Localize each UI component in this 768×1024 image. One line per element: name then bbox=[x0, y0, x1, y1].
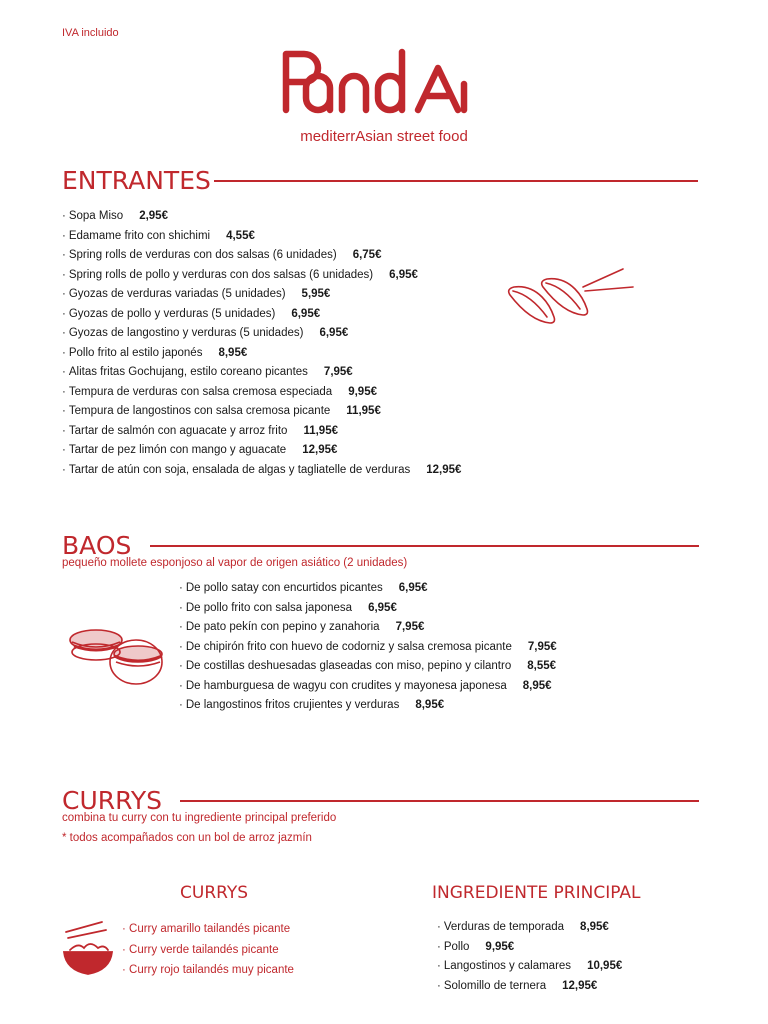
menu-item: · De hamburguesa de wagyu con crudites y mayonesa japonesa 8,95€ bbox=[179, 679, 552, 692]
menu-item: · Tartar de salmón con aguacate y arroz frito 11,95€ bbox=[62, 424, 338, 437]
baos-list bbox=[179, 579, 557, 716]
curry-list bbox=[122, 919, 294, 981]
baos-title: BAOS bbox=[62, 531, 132, 560]
curry-item: · Curry rojo tailandés muy picante bbox=[122, 964, 294, 976]
iva-note: IVA incluido bbox=[62, 27, 119, 39]
currys-rule bbox=[180, 800, 699, 802]
tagline: mediterrAsian street food bbox=[300, 128, 468, 145]
baos-rule bbox=[150, 545, 699, 547]
panda-logo bbox=[278, 44, 490, 121]
gyoza-chopsticks-icon bbox=[505, 265, 637, 338]
menu-item: · Alitas fritas Gochujang, estilo coreano picantes 7,95€ bbox=[62, 366, 353, 378]
menu-item: · De pollo frito con salsa japonesa 6,95€ bbox=[179, 601, 397, 614]
entrantes-title: ENTRANTES bbox=[62, 166, 211, 195]
menu-item: · Tempura de verduras con salsa cremosa especiada 9,95€ bbox=[62, 385, 377, 398]
ingredient-item: · Solomillo de ternera 12,95€ bbox=[437, 979, 598, 992]
curry-item: · Curry amarillo tailandés picante bbox=[122, 923, 291, 935]
curry-column-title: CURRYS bbox=[180, 883, 249, 903]
ingredient-column-title: INGREDIENTE PRINCIPAL bbox=[432, 883, 641, 903]
bao-buns-icon bbox=[66, 622, 172, 693]
menu-item: · Gyozas de pollo y verduras (5 unidades) 6,95€ bbox=[62, 307, 321, 320]
menu-item: · De langostinos fritos crujientes y verduras 8,95€ bbox=[179, 699, 445, 711]
entrantes-list bbox=[62, 207, 461, 480]
menu-item: · Gyozas de verduras variadas (5 unidades) 5,95€ bbox=[62, 288, 331, 300]
menu-item: · Tempura de langostinos con salsa cremosa picante 11,95€ bbox=[62, 405, 381, 417]
menu-item: · Spring rolls de pollo y verduras con dos salsas (6 unidades) 6,95€ bbox=[62, 268, 418, 281]
menu-item: · Edamame frito con shichimi 4,55€ bbox=[62, 229, 255, 242]
currys-note: * todos acompañados con un bol de arroz jazmín bbox=[62, 832, 312, 844]
ingredient-item: · Verduras de temporada 8,95€ bbox=[437, 921, 609, 933]
menu-item: · De chipirón frito con huevo de codorniz y salsa cremosa picante 7,95€ bbox=[179, 640, 557, 653]
menu-item: · De costillas deshuesadas glaseadas con miso, pepino y cilantro 8,55€ bbox=[179, 660, 557, 672]
menu-item: · Pollo frito al estilo japonés 8,95€ bbox=[62, 346, 248, 359]
baos-subtitle: pequeño mollete esponjoso al vapor de origen asiático (2 unidades) bbox=[62, 557, 408, 569]
menu-item: · Sopa Miso 2,95€ bbox=[62, 210, 168, 222]
ingredient-list bbox=[437, 918, 622, 996]
rice-bowl-chopsticks-icon bbox=[60, 920, 116, 983]
currys-subtitle: combina tu curry con tu ingrediente principal preferido bbox=[62, 812, 337, 824]
menu-item: · De pato pekín con pepino y zanahoria 7,95€ bbox=[179, 621, 425, 633]
ingredient-item: · Pollo 9,95€ bbox=[437, 940, 515, 953]
menu-item: · Tartar de pez limón con mango y aguacate 12,95€ bbox=[62, 444, 338, 456]
menu-item: · Spring rolls de verduras con dos salsas (6 unidades) 6,75€ bbox=[62, 249, 382, 261]
entrantes-rule bbox=[214, 180, 698, 182]
menu-item: · Tartar de atún con soja, ensalada de algas y tagliatelle de verduras 12,95€ bbox=[62, 463, 462, 476]
currys-title: CURRYS bbox=[62, 786, 163, 815]
ingredient-item: · Langostinos y calamares 10,95€ bbox=[437, 960, 623, 972]
menu-item: · Gyozas de langostino y verduras (5 unidades) 6,95€ bbox=[62, 327, 349, 339]
curry-item: · Curry verde tailandés picante bbox=[122, 943, 279, 956]
menu-item: · De pollo satay con encurtidos picantes 6,95€ bbox=[179, 582, 428, 594]
